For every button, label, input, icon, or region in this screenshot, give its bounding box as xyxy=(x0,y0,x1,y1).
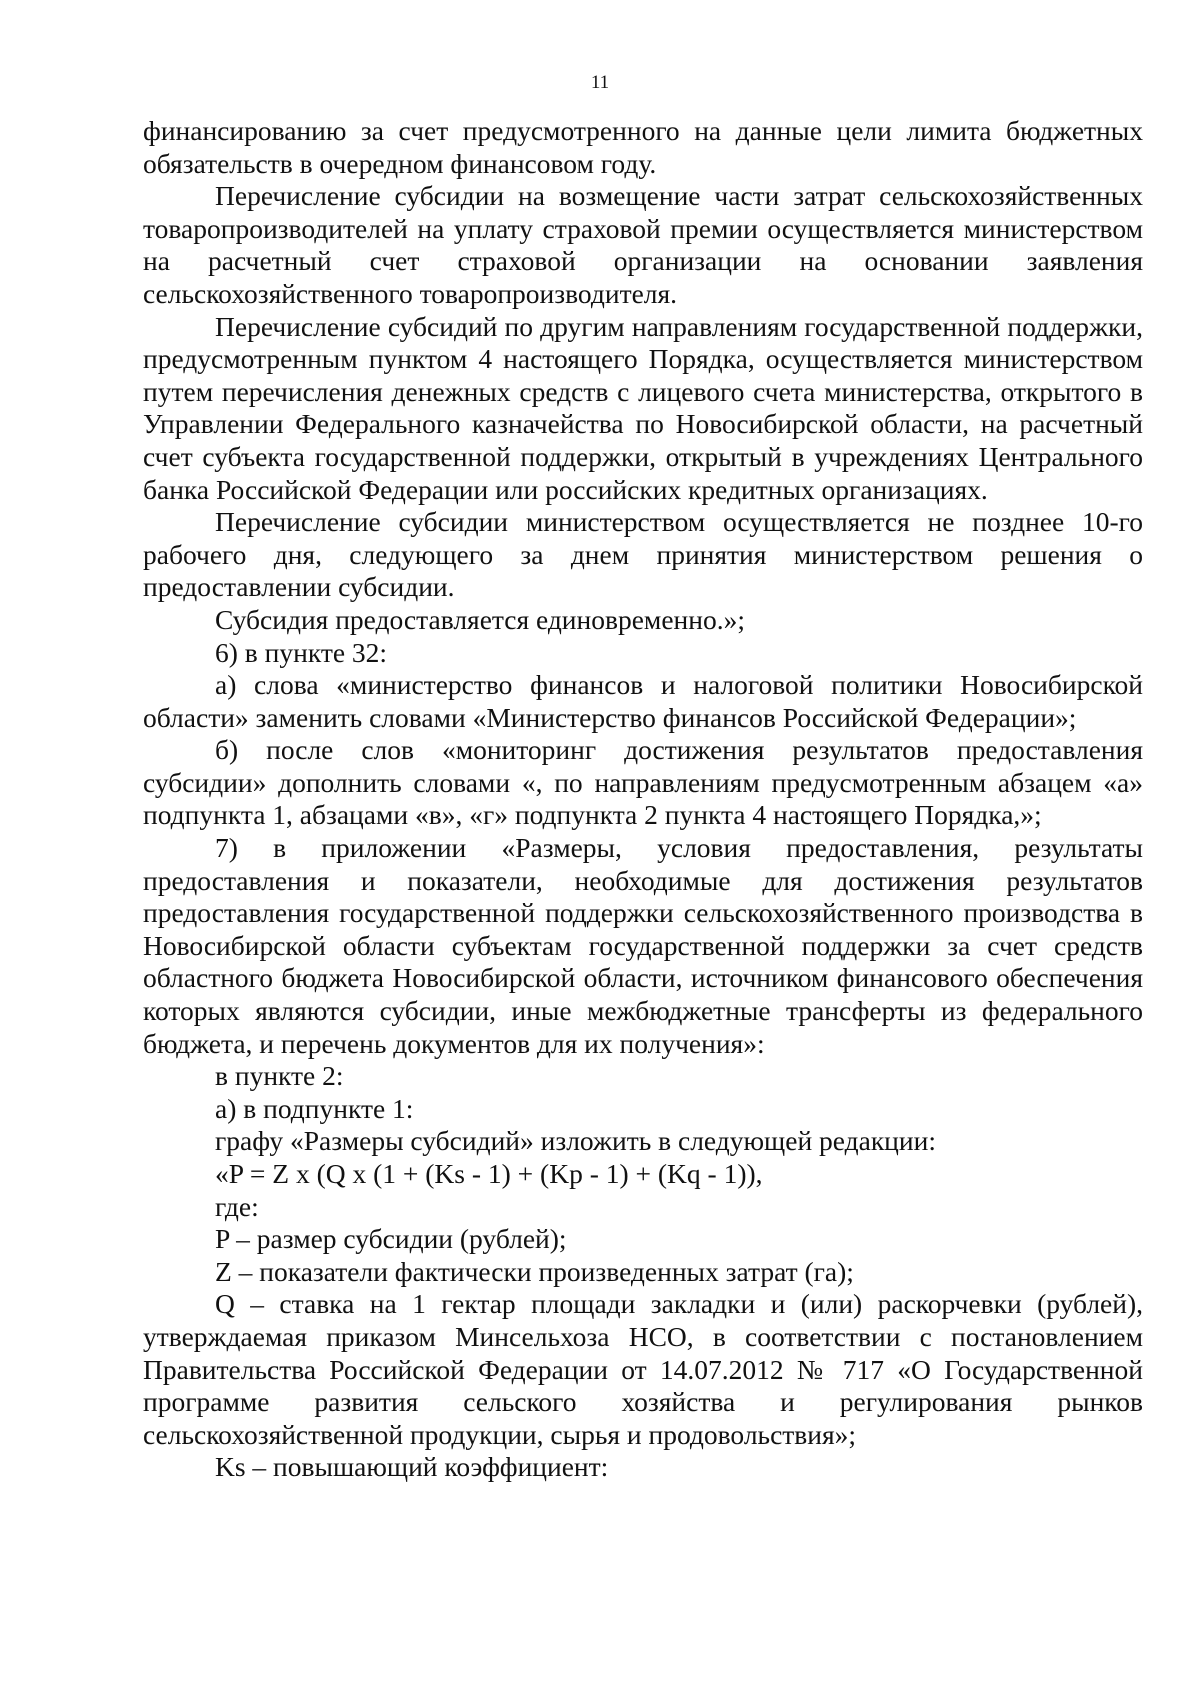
paragraph-item-6b: б) после слов «мониторинг достижения результатов предоставления субсидии» дополнить словами «, по направлениям предусмотренным абзацем «а» подпункта 1, абзацами «в», «г» подпункта 2 пункта 4 настоящего Порядка,»; xyxy=(143,734,1143,831)
paragraph-one-time-subsidy: Субсидия предоставляется единовременно.»; xyxy=(215,603,745,635)
definition-p: P – размер субсидии (рублей); xyxy=(215,1223,567,1255)
page-number: 11 xyxy=(590,72,610,93)
definition-z: Z – показатели фактически произведенных затрат (га); xyxy=(215,1255,854,1287)
definition-ks: Ks – повышающий коэффициент: xyxy=(215,1451,609,1483)
paragraph-item-6: 6) в пункте 32: xyxy=(215,636,388,668)
paragraph-financing-continuation: финансированию за счет предусмотренного на данные цели лимита бюджетных обязательств в очередном финансовом году. xyxy=(143,115,1143,179)
document-body xyxy=(143,115,1143,1484)
paragraph-item-7: 7) в приложении «Размеры, условия предоставления, результаты предоставления и показатели, необходимые для достижения результатов предоставления государственной поддержки сельскохозяйственного производства в Новосибирской области субъектам государственной поддержки за счет средств областного бюджета Новосибирской области, источником финансового обеспечения которых являются субсидии, иные межбюджетные трансферты из федерального бюджета, и перечень документов для их получения»: xyxy=(143,832,1143,1059)
paragraph-item-6a: а) слова «министерство финансов и налоговой политики Новосибирской области» заменить словами «Министерство финансов Российской Федерации»; xyxy=(143,669,1143,733)
paragraph-other-subsidies-transfer: Перечисление субсидий по другим направлениям государственной поддержки, предусмотренным пунктом 4 настоящего Порядка, осуществляется министерством путем перечисления денежных средств с лицевого счета министерства, открытого в Управлении Федерального казначейства по Новосибирской области, на расчетный счет субъекта государственной поддержки, открытый в учреждениях Центрального банка Российской Федерации или российских кредитных организациях. xyxy=(143,310,1143,505)
definition-q: Q – ставка на 1 гектар площади закладки и (или) раскорчевки (рублей), утверждаемая приказом Минсельхоза НСО, в соответствии с постановлением Правительства Российской Федерации от 14.07.2012 № 717 «О Государственной программе развития сельского хозяйства и регулирования рынков сельскохозяйственной продукции, сырья и продовольствия»; xyxy=(143,1288,1143,1450)
paragraph-clause-2: в пункте 2: xyxy=(215,1060,344,1092)
paragraph-where: где: xyxy=(215,1190,259,1222)
paragraph-column-edit: графу «Размеры субсидий» изложить в следующей редакции: xyxy=(215,1125,936,1157)
paragraph-transfer-deadline: Перечисление субсидии министерством осуществляется не позднее 10-го рабочего дня, следующего за днем принятия министерством решения о предоставлении субсидии. xyxy=(143,506,1143,603)
paragraph-subclause-1: а) в подпункте 1: xyxy=(215,1092,414,1124)
formula-line: «P = Z x (Q x (1 + (Ks - 1) + (Kp - 1) + (Kq - 1)), xyxy=(215,1158,763,1189)
paragraph-insurance-premium-transfer: Перечисление субсидии на возмещение части затрат сельскохозяйственных товаропроизводителей на уплату страховой премии осуществляется министерством на расчетный счет страховой организации на основании заявления сельскохозяйственного товаропроизводителя. xyxy=(143,180,1143,309)
